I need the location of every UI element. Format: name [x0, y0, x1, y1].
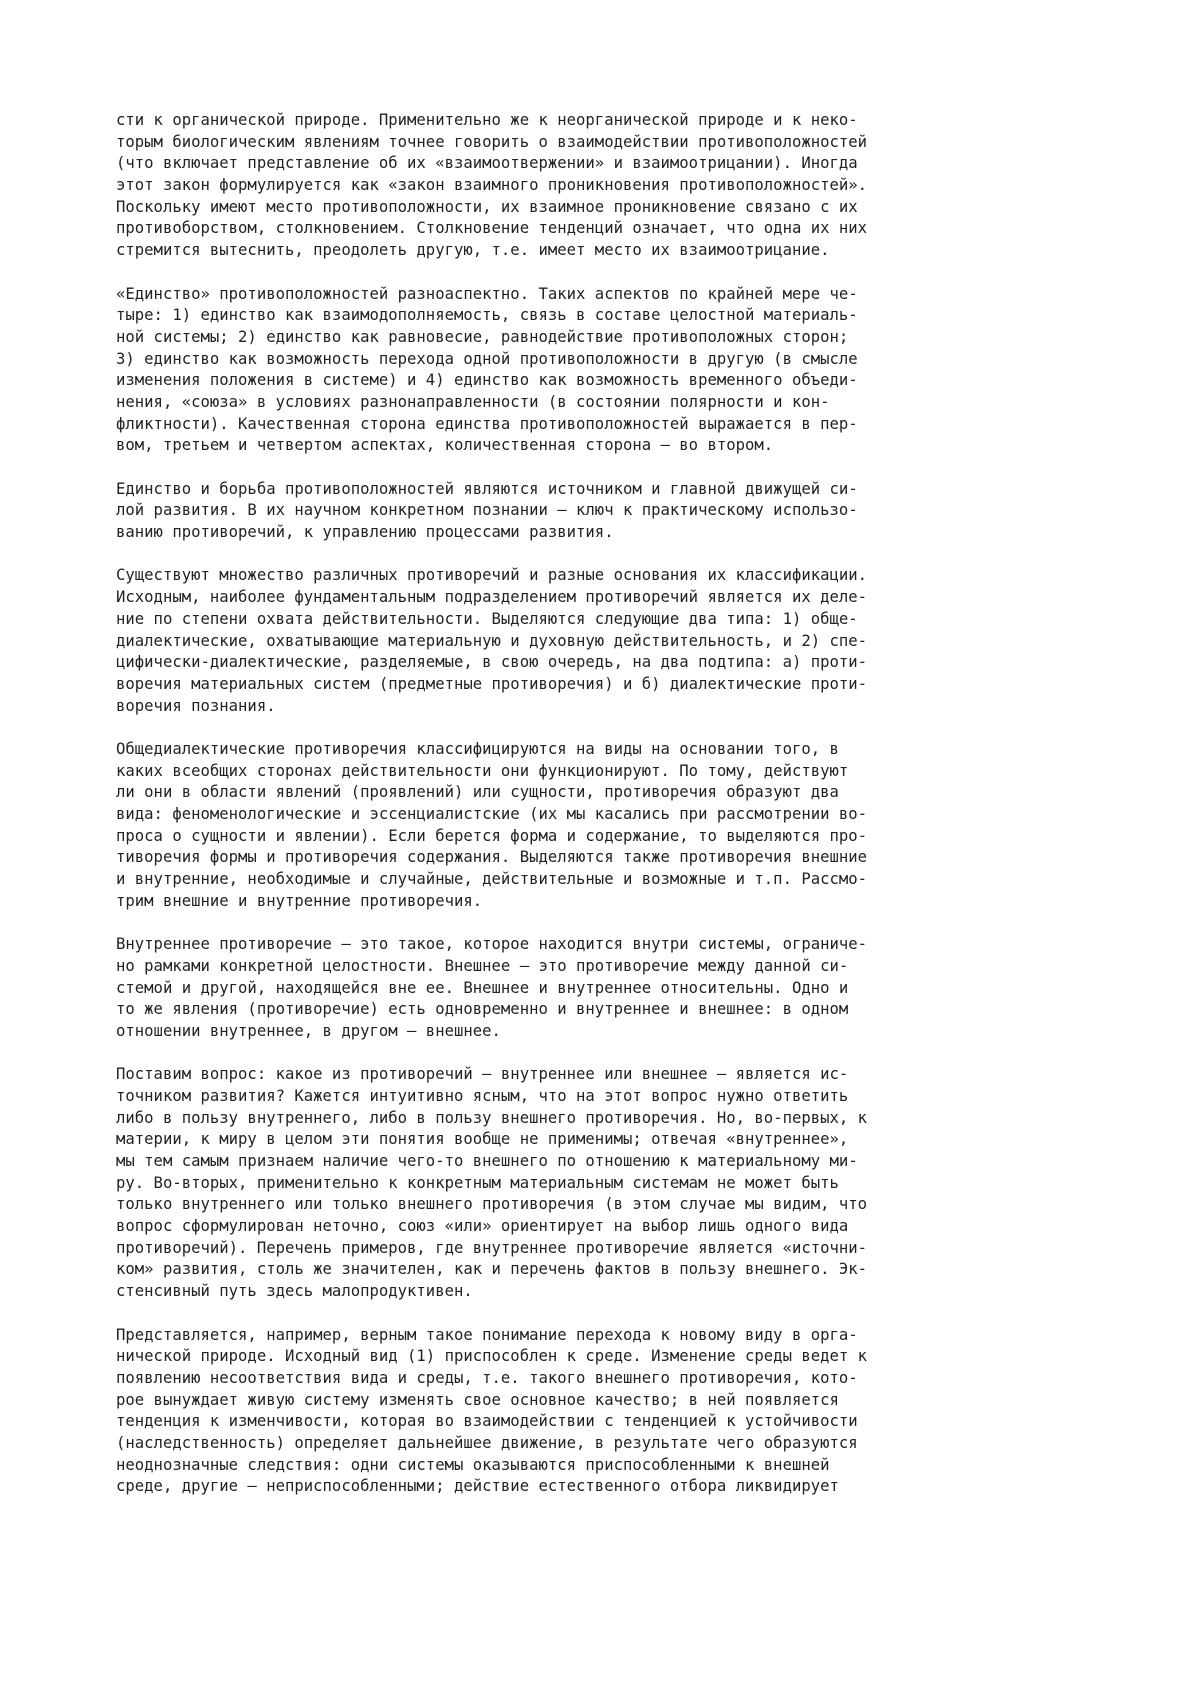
text-line: Внутреннее противоречие — это такое, которое находится внутри системы, ограниче-: [116, 935, 868, 954]
paragraph-8: [116, 1325, 1106, 1499]
text-line: (наследственность) определяет дальнейшее движение, в результате чего образуются: [116, 1433, 858, 1452]
text-line: ние по степени охвата действительности. Выделяются следующие два типа: 1) обще-: [116, 609, 858, 628]
text-line: цифически-диалектические, разделяемые, в свою очередь, на два подтипа: а) проти-: [116, 653, 868, 672]
text-line: воречия материальных систем (предметные противоречия) и б) диалектические проти-: [116, 674, 868, 693]
text-line: вида: феноменологические и эссенциалистские (их мы касались при рассмотрении во-: [116, 805, 868, 823]
text-line: воречия познания.: [116, 696, 276, 715]
text-line: фликтности). Качественная сторона единства противоположностей выражается в пер-: [116, 414, 858, 433]
text-line: отношении внутреннее, в другом — внешнее.: [116, 1021, 501, 1040]
document-page: [116, 110, 1106, 1520]
paragraph-2: [116, 284, 1106, 458]
text-line: (что включает представление об их «взаимоотвержении» и взаимоотрицании). Иногда: [116, 154, 858, 173]
text-line: торым биологическим явлениям точнее говорить о взаимодействии противоположностей: [116, 132, 868, 151]
paragraph-5: [116, 739, 1106, 913]
text-line: стенсивный путь здесь малопродуктивен.: [116, 1282, 473, 1301]
text-line: тиворечия формы и противоречия содержания. Выделяются также противоречия внешние: [116, 848, 868, 867]
paragraph-4: [116, 565, 1106, 717]
text-line: только внутреннего или только внешнего противоречия (в этом случае мы видим, что: [116, 1195, 868, 1214]
text-line: то же явления (противоречие) есть одновременно и внутреннее и внешнее: в одном: [116, 1000, 849, 1019]
text-line: тенденция к изменчивости, которая во взаимодействии с тенденцией к устойчивости: [116, 1412, 858, 1431]
text-line: Общедиалектические противоречия классифицируются на виды на основании того, в: [116, 739, 839, 758]
text-line: но рамками конкретной целостности. Внешнее — это противоречие между данной си-: [116, 956, 849, 975]
text-line: ной системы; 2) единство как равновесие, равнодействие противоположных сторон;: [116, 327, 849, 346]
text-line: диалектические, охватывающие материальную и духовную действительность, и 2) спе-: [116, 631, 868, 650]
text-line: Представляется, например, верным такое понимание перехода к новому виду в орга-: [116, 1325, 858, 1344]
text-line: среде, другие — неприспособленными; действие естественного отбора ликвидирует: [116, 1477, 839, 1496]
paragraph-1: [116, 110, 1106, 262]
paragraph-7: [116, 1064, 1106, 1303]
text-line: вопрос сформулирован неточно, союз «или» ориентирует на выбор лишь одного вида: [116, 1217, 849, 1236]
text-line: либо в пользу внутреннего, либо в пользу внешнего противоречия. Но, во-первых, к: [116, 1108, 868, 1127]
text-line: этот закон формулируется как «закон взаимного проникновения противоположностей».: [116, 176, 868, 195]
text-line: Существуют множество различных противоречий и разные основания их классификации.: [116, 566, 868, 585]
text-line: рое вынуждает живую систему изменять свое основное качество; в ней появляется: [116, 1390, 839, 1409]
text-line: Единство и борьба противоположностей являются источником и главной движущей си-: [116, 479, 858, 498]
text-line: нической природе. Исходный вид (1) приспособлен к среде. Изменение среды ведет к: [116, 1347, 868, 1366]
text-line: противоборством, столкновением. Столкновение тенденций означает, что одна их них: [116, 219, 868, 238]
text-line: Исходным, наиболее фундаментальным подразделением противоречий является их деле-: [116, 588, 868, 607]
text-line: нения, «союза» в условиях разнонаправленности (в состоянии полярности и кон-: [116, 392, 830, 411]
text-line: и внутренние, необходимые и случайные, действительные и возможные и т.п. Рассмо-: [116, 870, 868, 889]
text-line: лой развития. В их научном конкретном познании — ключ к практическому использо-: [116, 501, 858, 520]
text-line: вом, третьем и четвертом аспектах, количественная сторона — во втором.: [116, 436, 774, 455]
text-line: «Единство» противоположностей разноаспектно. Таких аспектов по крайней мере че-: [116, 284, 858, 303]
text-line: появлению несоответствия вида и среды, т.е. такого внешнего противоречия, кото-: [116, 1368, 858, 1387]
text-line: 3) единство как возможность перехода одной противоположности в другую (в смысле: [116, 349, 858, 368]
text-line: ли они в области явлений (проявлений) или сущности, противоречия образуют два: [116, 783, 839, 802]
text-line: Поскольку имеют место противоположности, их взаимное проникновение связано с их: [116, 197, 858, 216]
text-line: Поставим вопрос: какое из противоречий — внутреннее или внешнее — является ис-: [116, 1065, 849, 1084]
text-line: мы тем самым признаем наличие чего-то внешнего по отношению к материальному ми-: [116, 1152, 858, 1170]
text-line: стремится вытеснить, преодолеть другую, т.е. имеет место их взаимоотрицание.: [116, 241, 830, 260]
text-line: ру. Во-вторых, применительно к конкретным материальным системам не может быть: [116, 1173, 839, 1192]
text-line: материи, к миру в целом эти понятия вообще не применимы; отвечая «внутреннее»,: [116, 1130, 849, 1149]
paragraph-6: [116, 934, 1106, 1042]
text-line: ванию противоречий, к управлению процессами развития.: [116, 523, 614, 542]
text-line: проса о сущности и явлении). Если берется форма и содержание, то выделяются про-: [116, 826, 868, 845]
paragraph-3: [116, 479, 1106, 544]
text-line: трим внешние и внутренние противоречия.: [116, 891, 483, 910]
text-line: изменения положения в системе) и 4) единство как возможность временного объеди-: [116, 371, 858, 390]
text-line: сти к органической природе. Применительно же к неорганической природе и к неко-: [116, 111, 858, 129]
text-line: точником развития? Кажется интуитивно ясным, что на этот вопрос нужно ответить: [116, 1086, 849, 1105]
text-line: стемой и другой, находящейся вне ее. Внешнее и внутреннее относительны. Одно и: [116, 978, 849, 997]
text-line: каких всеобщих сторонах действительности они функционируют. По тому, действуют: [116, 761, 849, 780]
text-line: ком» развития, столь же значителен, как и перечень фактов в пользу внешнего. Эк-: [116, 1260, 868, 1279]
text-line: тыре: 1) единство как взаимодополняемость, связь в составе целостной материаль-: [116, 306, 858, 325]
text-line: противоречий). Перечень примеров, где внутреннее противоречие является «источни-: [116, 1238, 868, 1257]
text-line: неоднозначные следствия: одни системы оказываются приспособленными к внешней: [116, 1455, 830, 1474]
